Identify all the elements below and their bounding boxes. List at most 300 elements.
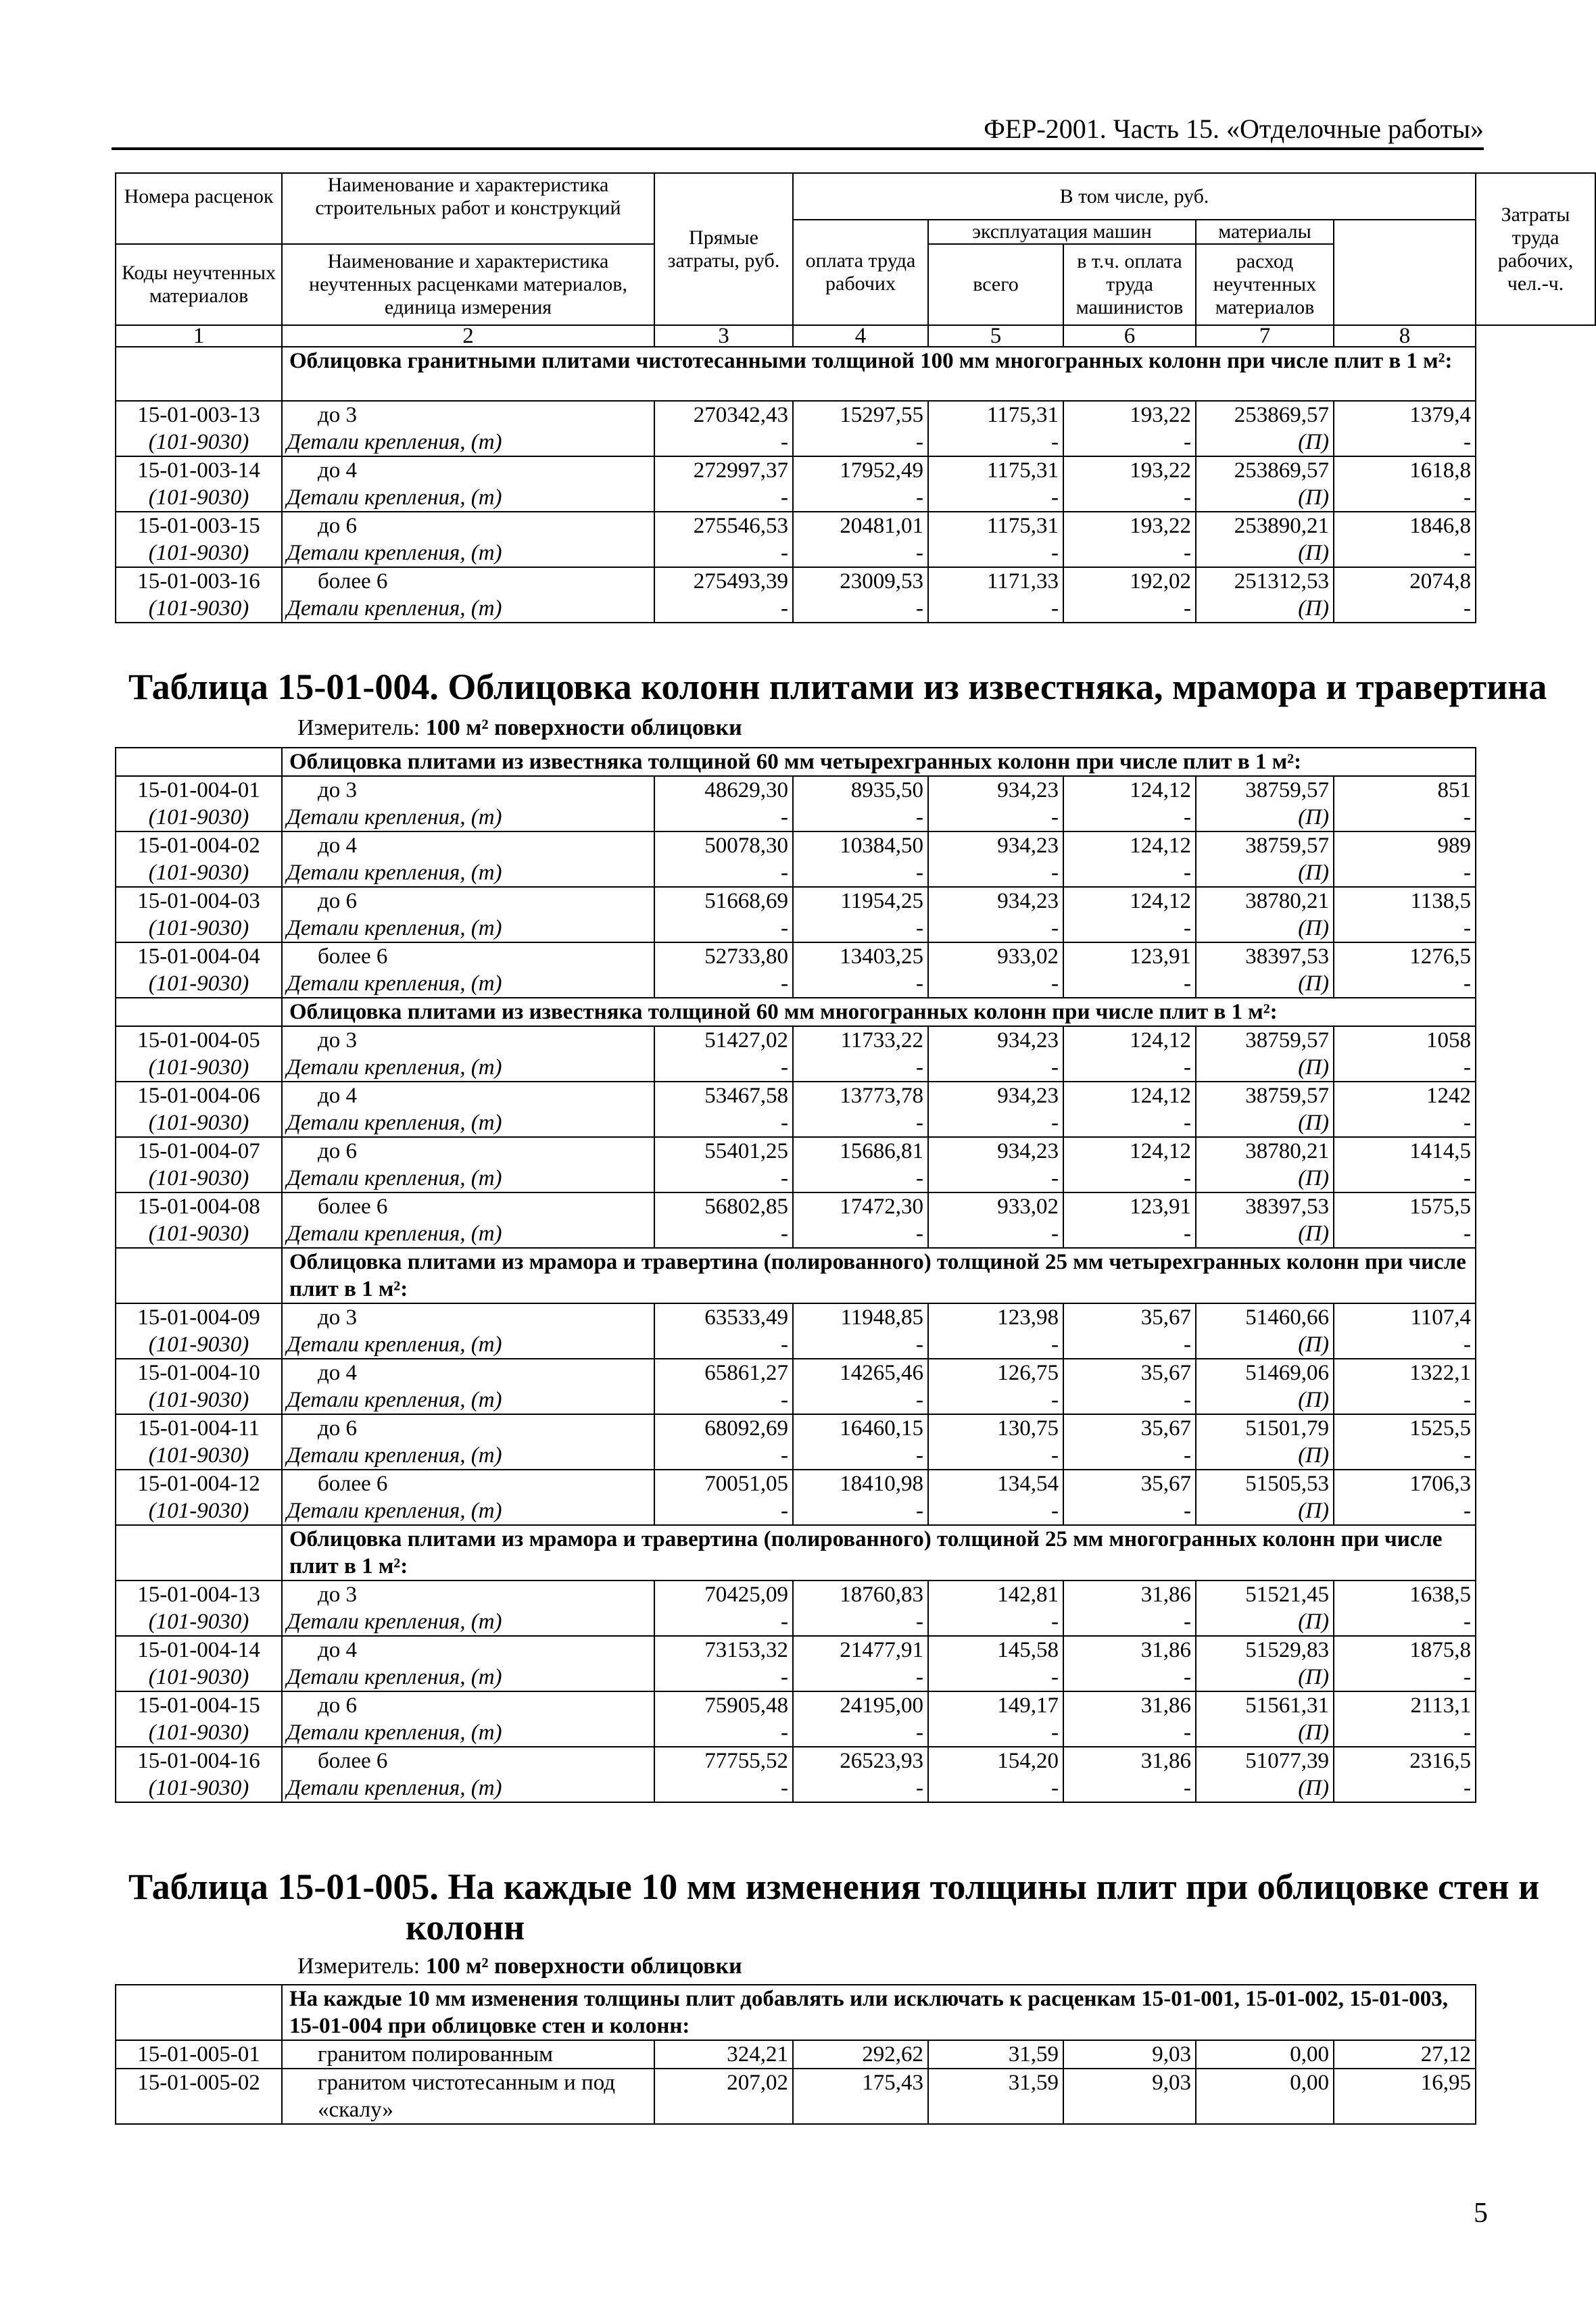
rate-row [116,2040,1476,2069]
material-code: (101-9030) [116,1386,282,1414]
rate-code: 15-01-005-02 [116,2069,282,2124]
rate-row [116,1636,1476,1664]
material-c4-dash: - [793,1054,928,1082]
rate-code: 15-01-004-05 [116,1026,282,1054]
material-row [116,1719,1476,1747]
material-row [116,1109,1476,1137]
rate-c8: 2113,1 [1334,1691,1476,1719]
material-c5-dash: - [928,1220,1063,1248]
material-name: Детали крепления, (т) [282,804,654,831]
rate-c5: 1175,31 [928,456,1063,484]
rate-row [116,1026,1476,1054]
material-code: (101-9030) [116,484,282,512]
rate-name: до 6 [282,887,654,915]
rate-code: 15-01-003-15 [116,512,282,539]
rate-c7: 51505,53 [1196,1470,1334,1497]
rate-name: до 3 [282,1581,654,1608]
material-c7-mark: (П) [1196,1442,1334,1470]
material-c3-dash: - [654,1442,793,1470]
material-code: (101-9030) [116,1775,282,1802]
rate-c6: 124,12 [1063,776,1196,804]
material-c8-dash: - [1334,484,1476,512]
rate-c3: 275493,39 [654,567,793,595]
rate-name: до 3 [282,1026,654,1054]
material-c4-dash: - [793,1608,928,1636]
rate-name: до 6 [282,1137,654,1165]
material-c7-mark: (П) [1196,1109,1334,1137]
col-num: 3 [654,325,793,347]
material-name: Детали крепления, (т) [282,1497,654,1525]
material-row [116,1386,1476,1414]
material-c3-dash: - [654,915,793,942]
rate-code: 15-01-004-07 [116,1137,282,1165]
material-c5-dash: - [928,804,1063,831]
rate-row [116,776,1476,804]
material-c3-dash: - [654,484,793,512]
material-row [116,595,1595,623]
material-row [116,1497,1476,1525]
material-c6-dash: - [1063,1775,1196,1802]
rate-c7: 253890,21 [1196,512,1334,539]
material-name: Детали крепления, (т) [282,915,654,942]
rate-row [116,1691,1476,1719]
rate-c7: 253869,57 [1196,401,1334,429]
rate-c6: 124,12 [1063,1026,1196,1054]
material-c4-dash: - [793,1165,928,1192]
material-name: Детали крепления, (т) [282,1386,654,1414]
material-c8-dash: - [1334,429,1476,456]
rate-c6: 193,22 [1063,456,1196,484]
col-incl-head: В том числе, руб. [793,173,1476,220]
material-row [116,539,1595,567]
rate-c8: 1107,4 [1334,1303,1476,1331]
material-code: (101-9030) [116,859,282,887]
rate-c8: 1379,4 [1334,401,1476,429]
material-c7-mark: (П) [1196,1608,1334,1636]
material-row [116,1664,1476,1691]
material-c4-dash: - [793,1497,928,1525]
material-c8-dash: - [1334,1664,1476,1691]
material-c4-dash: - [793,1775,928,1802]
unit-value: 100 м² поверхности облицовки [425,1954,742,1979]
material-c3-dash: - [654,1497,793,1525]
material-c5-dash: - [928,429,1063,456]
material-row [116,484,1595,512]
rate-name: более 6 [282,1470,654,1497]
col-machinists-wages-head: в т.ч. оплата труда машинистов [1063,244,1196,325]
col-rate-number-head-cont [116,220,282,244]
material-name: Детали крепления, (т) [282,1719,654,1747]
t005-rows [116,2040,1476,2124]
material-row [116,429,1595,456]
rate-row [116,1747,1476,1775]
rate-c5: 126,75 [928,1359,1063,1386]
rate-c6: 35,67 [1063,1414,1196,1442]
gap [116,623,1476,652]
section-title: Облицовка плитами из мрамора и травертина (полированного) толщиной 25 мм четырехгранных колонн при числе плит в 1 м²: [282,1248,1476,1303]
material-row [116,859,1476,887]
material-c6-dash: - [1063,1331,1196,1359]
rate-c4: 15686,81 [793,1137,928,1165]
rate-c7: 51501,79 [1196,1414,1334,1442]
rate-code: 15-01-004-15 [116,1691,282,1719]
rate-row [116,942,1476,970]
section-spacer [116,1525,282,1581]
rate-row [116,1414,1476,1442]
section-spacer [116,1985,282,2040]
material-c6-dash: - [1063,1719,1196,1747]
material-c7-mark: (П) [1196,1719,1334,1747]
material-name: Детали крепления, (т) [282,1109,654,1137]
material-name: Детали крепления, (т) [282,1165,654,1192]
material-c5-dash: - [928,970,1063,998]
col-num: 8 [1334,325,1476,347]
material-c8-dash: - [1334,1608,1476,1636]
rate-c5: 933,02 [928,942,1063,970]
material-c6-dash: - [1063,859,1196,887]
section-row [116,748,1476,776]
material-c6-dash: - [1063,1608,1196,1636]
section-title: Облицовка плитами из известняка толщиной 60 мм многогранных колонн при числе плит в 1 м²: [282,998,1476,1026]
rate-row [116,1137,1476,1165]
rate-c8: 1414,5 [1334,1137,1476,1165]
material-c3-dash: - [654,1608,793,1636]
material-c6-dash: - [1063,595,1196,623]
material-c3-dash: - [654,595,793,623]
material-c7-mark: (П) [1196,804,1334,831]
material-c3-dash: - [654,1054,793,1082]
material-c8-dash: - [1334,1109,1476,1137]
rate-code: 15-01-004-11 [116,1414,282,1442]
material-c3-dash: - [654,1165,793,1192]
material-c3-dash: - [654,859,793,887]
rate-c4: 23009,53 [793,567,928,595]
rate-c5: 142,81 [928,1581,1063,1608]
rate-c3: 207,02 [654,2069,793,2124]
rate-c4: 17472,30 [793,1192,928,1220]
rate-c7: 51529,83 [1196,1636,1334,1664]
material-c7-mark: (П) [1196,915,1334,942]
material-c7-mark: (П) [1196,429,1334,456]
rate-c5: 31,59 [928,2069,1063,2124]
material-c3-dash: - [654,1220,793,1248]
rate-c6: 31,86 [1063,1691,1196,1719]
rate-c7: 38397,53 [1196,942,1334,970]
rate-name: до 4 [282,456,654,484]
rate-c8: 2316,5 [1334,1747,1476,1775]
section-spacer [116,1248,282,1303]
rate-c3: 51427,02 [654,1026,793,1054]
rate-c5: 934,23 [928,887,1063,915]
material-name: Детали крепления, (т) [282,539,654,567]
rate-c7: 251312,53 [1196,567,1334,595]
rate-name: до 4 [282,1636,654,1664]
rate-c5: 1175,31 [928,512,1063,539]
rate-c6: 123,91 [1063,942,1196,970]
rate-row [116,831,1476,859]
material-code: (101-9030) [116,1220,282,1248]
rate-c5: 1171,33 [928,567,1063,595]
material-name: Детали крепления, (т) [282,1775,654,1802]
col-labor-head: Затраты труда рабочих, чел.-ч. [1476,173,1595,325]
rate-name: гранитом чистотесанным и под «скалу» [282,2069,654,2124]
rate-row [116,567,1595,595]
rate-c4: 11948,85 [793,1303,928,1331]
material-c4-dash: - [793,1719,928,1747]
rate-c5: 149,17 [928,1691,1063,1719]
rate-c8: 851 [1334,776,1476,804]
material-row [116,1331,1476,1359]
material-c6-dash: - [1063,915,1196,942]
unit-label: Измеритель: [297,1954,420,1979]
section-title: Облицовка гранитными плитами чистотесанными толщиной 100 мм многогранных колонн при числе плит в 1 м²: [282,347,1476,401]
material-code: (101-9030) [116,1719,282,1747]
rate-name: более 6 [282,942,654,970]
rate-c6: 124,12 [1063,1137,1196,1165]
rate-name: до 3 [282,776,654,804]
unit-value: 100 м² поверхности облицовки [425,715,742,740]
material-c5-dash: - [928,1719,1063,1747]
section-spacer [116,998,282,1026]
rate-c8: 16,95 [1334,2069,1476,2124]
rate-name: до 4 [282,831,654,859]
rate-c8: 1058 [1334,1026,1476,1054]
rate-c7: 38759,57 [1196,831,1334,859]
rate-c5: 1175,31 [928,401,1063,429]
material-code: (101-9030) [116,429,282,456]
rate-name: до 4 [282,1359,654,1386]
material-c5-dash: - [928,1331,1063,1359]
rate-c3: 52733,80 [654,942,793,970]
rate-c5: 134,54 [928,1470,1063,1497]
material-c4-dash: - [793,1220,928,1248]
col-materials-head: материалы [1196,220,1334,244]
material-c8-dash: - [1334,859,1476,887]
material-code: (101-9030) [116,1109,282,1137]
material-c8-dash: - [1334,1442,1476,1470]
rate-c4: 175,43 [793,2069,928,2124]
rate-c3: 48629,30 [654,776,793,804]
rate-c4: 8935,50 [793,776,928,804]
rate-c8: 1276,5 [1334,942,1476,970]
material-c6-dash: - [1063,1664,1196,1691]
rate-name: до 6 [282,1414,654,1442]
rate-c3: 68092,69 [654,1414,793,1442]
t004-rows [116,748,1476,1802]
rates-table-004 [115,747,1476,1803]
material-c7-mark: (П) [1196,1386,1334,1414]
material-c4-dash: - [793,539,928,567]
col-num: 7 [1196,325,1334,347]
material-c8-dash: - [1334,1331,1476,1359]
rate-c8: 1638,5 [1334,1581,1476,1608]
material-c3-dash: - [654,970,793,998]
rate-c6: 9,03 [1063,2069,1196,2124]
material-code: (101-9030) [116,804,282,831]
material-c7-mark: (П) [1196,859,1334,887]
material-c8-dash: - [1334,1054,1476,1082]
material-name: Детали крепления, (т) [282,595,654,623]
material-c5-dash: - [928,1664,1063,1691]
material-name: Детали крепления, (т) [282,1331,654,1359]
section-row [116,1248,1476,1303]
rate-c3: 324,21 [654,2040,793,2069]
rate-c7: 253869,57 [1196,456,1334,484]
rate-c8: 1322,1 [1334,1359,1476,1386]
material-c5-dash: - [928,1165,1063,1192]
material-c3-dash: - [654,1109,793,1137]
material-c6-dash: - [1063,1109,1196,1137]
material-name: Детали крепления, (т) [282,1054,654,1082]
page-header-text: ФЕР-2001. Часть 15. «Отделочные работы» [984,114,1484,144]
material-c8-dash: - [1334,595,1476,623]
rate-c3: 73153,32 [654,1636,793,1664]
rate-c6: 9,03 [1063,2040,1196,2069]
rate-c7: 38759,57 [1196,776,1334,804]
material-c3-dash: - [654,804,793,831]
rate-c3: 77755,52 [654,1747,793,1775]
material-c4-dash: - [793,1386,928,1414]
section-row [116,998,1476,1026]
rate-c5: 145,58 [928,1636,1063,1664]
rate-c4: 14265,46 [793,1359,928,1386]
rate-code: 15-01-004-14 [116,1636,282,1664]
rate-code: 15-01-004-08 [116,1192,282,1220]
material-c7-mark: (П) [1196,484,1334,512]
table-005-unit [297,1954,742,1979]
rate-c3: 63533,49 [654,1303,793,1331]
rate-c4: 13403,25 [793,942,928,970]
material-name: Детали крепления, (т) [282,429,654,456]
rate-code: 15-01-004-09 [116,1303,282,1331]
material-c6-dash: - [1063,1497,1196,1525]
rate-name: гранитом полированным [282,2040,654,2069]
material-c6-dash: - [1063,484,1196,512]
rate-name: до 3 [282,1303,654,1331]
rate-row [116,1303,1476,1331]
rate-c4: 24195,00 [793,1691,928,1719]
material-c5-dash: - [928,1497,1063,1525]
material-c5-dash: - [928,1109,1063,1137]
rate-c4: 15297,55 [793,401,928,429]
material-code: (101-9030) [116,1165,282,1192]
rate-c5: 933,02 [928,1192,1063,1220]
rate-c8: 1706,3 [1334,1470,1476,1497]
rate-name: до 6 [282,1691,654,1719]
col-direct-cost-head: Прямые затраты, руб. [654,173,793,325]
rate-row [116,401,1595,429]
col-material-name-head: Наименование и характеристика неучтенных расценками материалов, единица измерения [282,244,654,325]
col-num: 6 [1063,325,1196,347]
material-c7-mark: (П) [1196,970,1334,998]
rate-c4: 17952,49 [793,456,928,484]
material-c3-dash: - [654,1331,793,1359]
rate-c6: 193,22 [1063,512,1196,539]
material-c8-dash: - [1334,804,1476,831]
material-row [116,970,1476,998]
rate-c5: 31,59 [928,2040,1063,2069]
rate-row [116,1082,1476,1109]
rate-c5: 934,23 [928,831,1063,859]
rate-row [116,887,1476,915]
material-row [116,1442,1476,1470]
rate-c5: 154,20 [928,1747,1063,1775]
rate-code: 15-01-004-12 [116,1470,282,1497]
material-c8-dash: - [1334,1220,1476,1248]
material-c4-dash: - [793,804,928,831]
t003-rows [116,401,1595,623]
table-005-title-line1: Таблица 15-01-005. На каждые 10 мм изменения толщины плит при облицовке стен и [128,1866,1540,1907]
material-c5-dash: - [928,1608,1063,1636]
section-title: На каждые 10 мм изменения толщины плит добавлять или исключать к расценкам 15-01-001, 15-01-002, 15-01-003, 15-01-004 при облицовке стен и колонн: [282,1985,1476,2040]
rate-c8: 1242 [1334,1082,1476,1109]
rate-c5: 934,23 [928,1026,1063,1054]
rate-code: 15-01-004-03 [116,887,282,915]
material-c3-dash: - [654,429,793,456]
rate-c4: 21477,91 [793,1636,928,1664]
material-name: Детали крепления, (т) [282,1664,654,1691]
material-code: (101-9030) [116,970,282,998]
material-c3-dash: - [654,1719,793,1747]
material-c7-mark: (П) [1196,1497,1334,1525]
rate-code: 15-01-005-01 [116,2040,282,2069]
rate-c3: 50078,30 [654,831,793,859]
rate-c3: 70051,05 [654,1470,793,1497]
material-c8-dash: - [1334,1386,1476,1414]
material-c5-dash: - [928,859,1063,887]
material-c5-dash: - [928,484,1063,512]
material-c6-dash: - [1063,1054,1196,1082]
col-work-name-head-cont [282,220,654,244]
material-c8-dash: - [1334,1719,1476,1747]
material-name: Детали крепления, (т) [282,1442,654,1470]
rate-c7: 38780,21 [1196,1137,1334,1165]
material-c5-dash: - [928,595,1063,623]
rate-c6: 192,02 [1063,567,1196,595]
material-code: (101-9030) [116,1054,282,1082]
rate-c5: 934,23 [928,1082,1063,1109]
rate-c8: 1846,8 [1334,512,1476,539]
rates-table-main [115,172,1596,652]
column-number-row [116,325,1595,347]
rate-c8: 1618,8 [1334,456,1476,484]
rate-c7: 51469,06 [1196,1359,1334,1386]
material-c7-mark: (П) [1196,595,1334,623]
material-c4-dash: - [793,1442,928,1470]
col-material-codes-head: Коды неучтенных материалов [116,244,282,325]
col-wages-head: оплата труда рабочих [793,220,928,325]
material-c5-dash: - [928,539,1063,567]
material-code: (101-9030) [116,1331,282,1359]
rate-c4: 292,62 [793,2040,928,2069]
material-c6-dash: - [1063,1386,1196,1414]
section-title: Облицовка плитами из известняка толщиной 60 мм четырехгранных колонн при числе плит в 1 м²: [282,748,1476,776]
table-005-title-line2: колонн [406,1907,525,1948]
rate-c7: 51460,66 [1196,1303,1334,1331]
rate-row [116,1192,1476,1220]
rate-code: 15-01-004-13 [116,1581,282,1608]
rate-c6: 31,86 [1063,1581,1196,1608]
material-c6-dash: - [1063,804,1196,831]
rate-c3: 272997,37 [654,456,793,484]
material-row [116,804,1476,831]
rate-c8: 1875,8 [1334,1636,1476,1664]
material-c4-dash: - [793,859,928,887]
material-c8-dash: - [1334,1775,1476,1802]
rate-name: до 4 [282,1082,654,1109]
unit-label: Измеритель: [297,715,420,740]
rate-c6: 123,91 [1063,1192,1196,1220]
